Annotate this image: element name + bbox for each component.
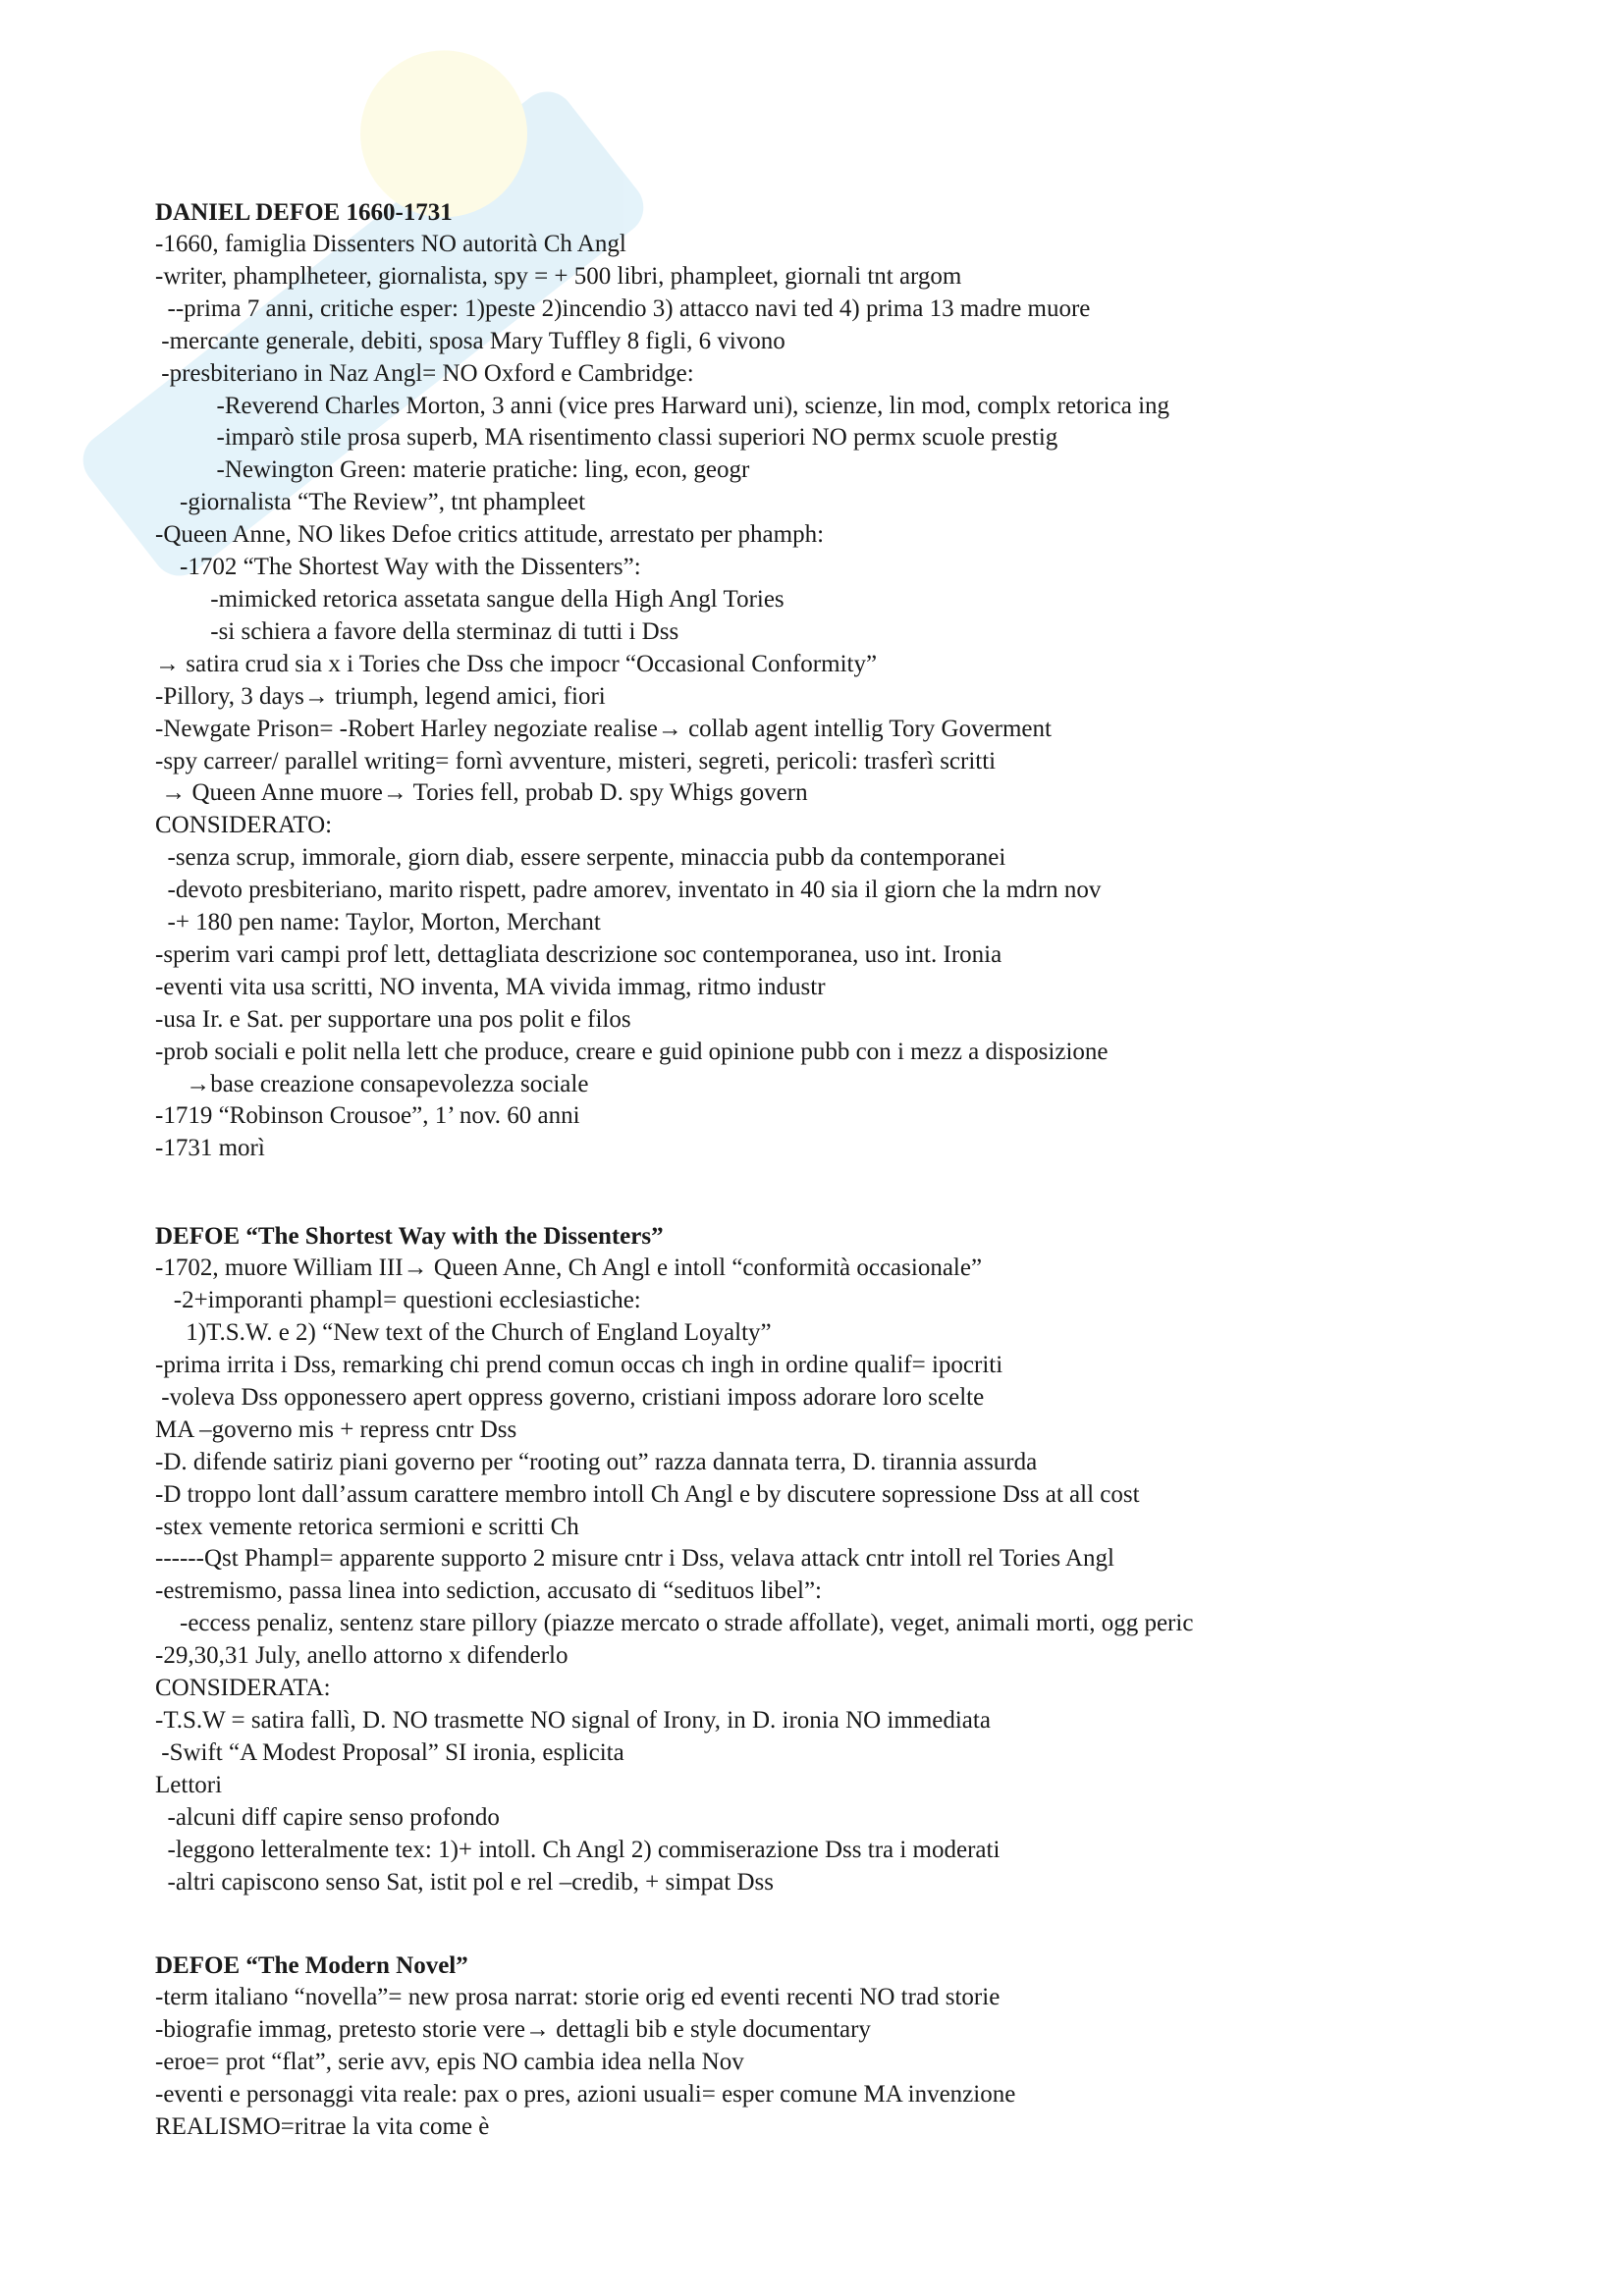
text-line: -spy carreer/ parallel writing= fornì avventure, misteri, segreti, pericoli: trasferì scritti xyxy=(155,747,997,774)
text-line: -1702, muore William III→ Queen Anne, Ch Angl e intoll “conformità occasionale” xyxy=(155,1255,983,1282)
section-heading: DANIEL DEFOE 1660-1731 xyxy=(155,199,453,226)
text-line: -T.S.W = satira fallì, D. NO trasmette NO signal of Irony, in D. ironia NO immediata xyxy=(155,1706,991,1734)
text-line: Lettori xyxy=(155,1771,223,1798)
text-line: -Pillory, 3 days→ triumph, legend amici, fiori xyxy=(155,682,606,710)
text-line: -eroe= prot “flat”, serie avv, epis NO cambia idea nella Nov xyxy=(155,2049,744,2076)
section-daniel-defoe-biography xyxy=(155,196,1432,1165)
section-shortest-way xyxy=(155,1220,1432,1898)
text-line: -prob sociali e polit nella lett che produce, creare e guid opinione pubb con i mezz a disposizione xyxy=(155,1038,1109,1065)
section-heading: DEFOE “The Shortest Way with the Dissenters” xyxy=(155,1223,664,1251)
text-line: -mimicked retorica assetata sangue della High Angl Tories xyxy=(155,585,785,613)
text-line: -biografie immag, pretesto storie vere→ dettagli bib e style documentary xyxy=(155,2016,871,2044)
text-line: →base creazione consapevolezza sociale xyxy=(155,1070,589,1097)
text-line: -1719 “Robinson Crousoe”, 1’ nov. 60 anni xyxy=(155,1102,580,1130)
text-line: -imparò stile prosa superb, MA risentimento classi superiori NO permx scuole prestig xyxy=(155,424,1058,452)
text-line: -2+imporanti phampl= questioni ecclesiastiche: xyxy=(155,1287,641,1314)
text-line: CONSIDERATA: xyxy=(155,1675,331,1702)
text-line: -29,30,31 July, anello attorno x difenderlo xyxy=(155,1642,568,1670)
text-line: -Newington Green: materie pratiche: ling, econ, geogr xyxy=(155,456,750,484)
text-line: -eventi vita usa scritti, NO inventa, MA vivida immag, ritmo industr xyxy=(155,973,826,1000)
text-line: -giornalista “The Review”, tnt phampleet xyxy=(155,489,586,516)
text-line: ------Qst Phampl= apparente supporto 2 misure cntr i Dss, velava attack cntr intoll rel Tories Angl xyxy=(155,1545,1114,1573)
text-line: REALISMO=ritrae la vita come è xyxy=(155,2113,490,2141)
text-line: -D troppo lont dall’assum carattere membro intoll Ch Angl e by discutere sopressione Dss at all cost xyxy=(155,1480,1140,1508)
text-line: -devoto presbiteriano, marito rispett, padre amorev, inventato in 40 sia il giorn che la mdrn nov xyxy=(155,877,1102,904)
text-line: -prima irrita i Dss, remarking chi prend comun occas ch ingh in ordine qualif= ipocriti xyxy=(155,1352,1003,1378)
text-line: -si schiera a favore della sterminaz di tutti i Dss xyxy=(155,617,679,645)
text-line: -mercante generale, debiti, sposa Mary Tuffley 8 figli, 6 vivono xyxy=(155,327,785,354)
text-line: -alcuni diff capire senso profondo xyxy=(155,1803,500,1831)
text-line: -term italiano “novella”= new prosa narrat: storie orig ed eventi recenti NO trad storie xyxy=(155,1984,1001,2011)
document-body xyxy=(155,196,1432,2195)
text-line: -Swift “A Modest Proposal” SI ironia, esplicita xyxy=(155,1738,624,1766)
text-line: -1731 morì xyxy=(155,1135,265,1162)
text-line: --prima 7 anni, critiche esper: 1)peste 2)incendio 3) attacco navi ted 4) prima 13 madre muore xyxy=(155,294,1091,322)
text-line: CONSIDERATO: xyxy=(155,812,333,839)
section-heading: DEFOE “The Modern Novel” xyxy=(155,1952,468,1980)
text-line: -D. difende satiriz piani governo per “rooting out” razza dannata terra, D. tirannia assurda xyxy=(155,1448,1038,1475)
text-line: -senza scrup, immorale, giorn diab, essere serpente, minaccia pubb da contemporanei xyxy=(155,844,1006,872)
text-line: → satira crud sia x i Tories che Dss che impocr “Occasional Conformity” xyxy=(155,650,878,677)
text-line: -Queen Anne, NO likes Defoe critics attitude, arrestato per phamph: xyxy=(155,521,825,549)
text-line: -presbiteriano in Naz Angl= NO Oxford e Cambridge: xyxy=(155,359,694,387)
text-line: -1702 “The Shortest Way with the Dissenters”: xyxy=(155,554,641,581)
text-line: -eventi e personaggi vita reale: pax o pres, azioni usuali= esper comune MA invenzione xyxy=(155,2081,1016,2109)
text-line: -altri capiscono senso Sat, istit pol e rel –credib, + simpat Dss xyxy=(155,1868,774,1896)
text-line: -usa Ir. e Sat. per supportare una pos polit e filos xyxy=(155,1005,631,1033)
text-line: -writer, phamplheteer, giornalista, spy = + 500 libri, phampleet, giornali tnt argom xyxy=(155,262,962,290)
text-line: -estremismo, passa linea into sediction, accusato di “sedituos libel”: xyxy=(155,1577,822,1605)
text-line: -sperim vari campi prof lett, dettagliata descrizione soc contemporanea, uso int. Ironia xyxy=(155,940,1002,968)
text-line: MA –governo mis + repress cntr Dss xyxy=(155,1415,517,1443)
text-line: -stex vemente retorica sermioni e scritti Ch xyxy=(155,1513,579,1540)
text-line: -eccess penaliz, sentenz stare pillory (piazze mercato o strade affollate), veget, animali morti, ogg peric xyxy=(155,1610,1194,1637)
text-line: -1660, famiglia Dissenters NO autorità Ch Angl xyxy=(155,231,626,257)
text-line: → Queen Anne muore→ Tories fell, probab D. spy Whigs govern xyxy=(155,779,808,807)
text-line: -+ 180 pen name: Taylor, Morton, Merchant xyxy=(155,909,601,936)
text-line: -voleva Dss opponessero apert oppress governo, cristiani imposs adorare loro scelte xyxy=(155,1383,985,1411)
text-line: 1)T.S.W. e 2) “New text of the Church of England Loyalty” xyxy=(155,1319,772,1347)
text-line: -Newgate Prison= -Robert Harley negoziate realise→ collab agent intellig Tory Goverment xyxy=(155,715,1052,742)
text-line: -leggono letteralmente tex: 1)+ intoll. Ch Angl 2) commiserazione Dss tra i moderati xyxy=(155,1836,1001,1863)
section-modern-novel xyxy=(155,1949,1432,2144)
text-line: -Reverend Charles Morton, 3 anni (vice pres Harward uni), scienze, lin mod, complx retorica ing xyxy=(155,392,1170,419)
